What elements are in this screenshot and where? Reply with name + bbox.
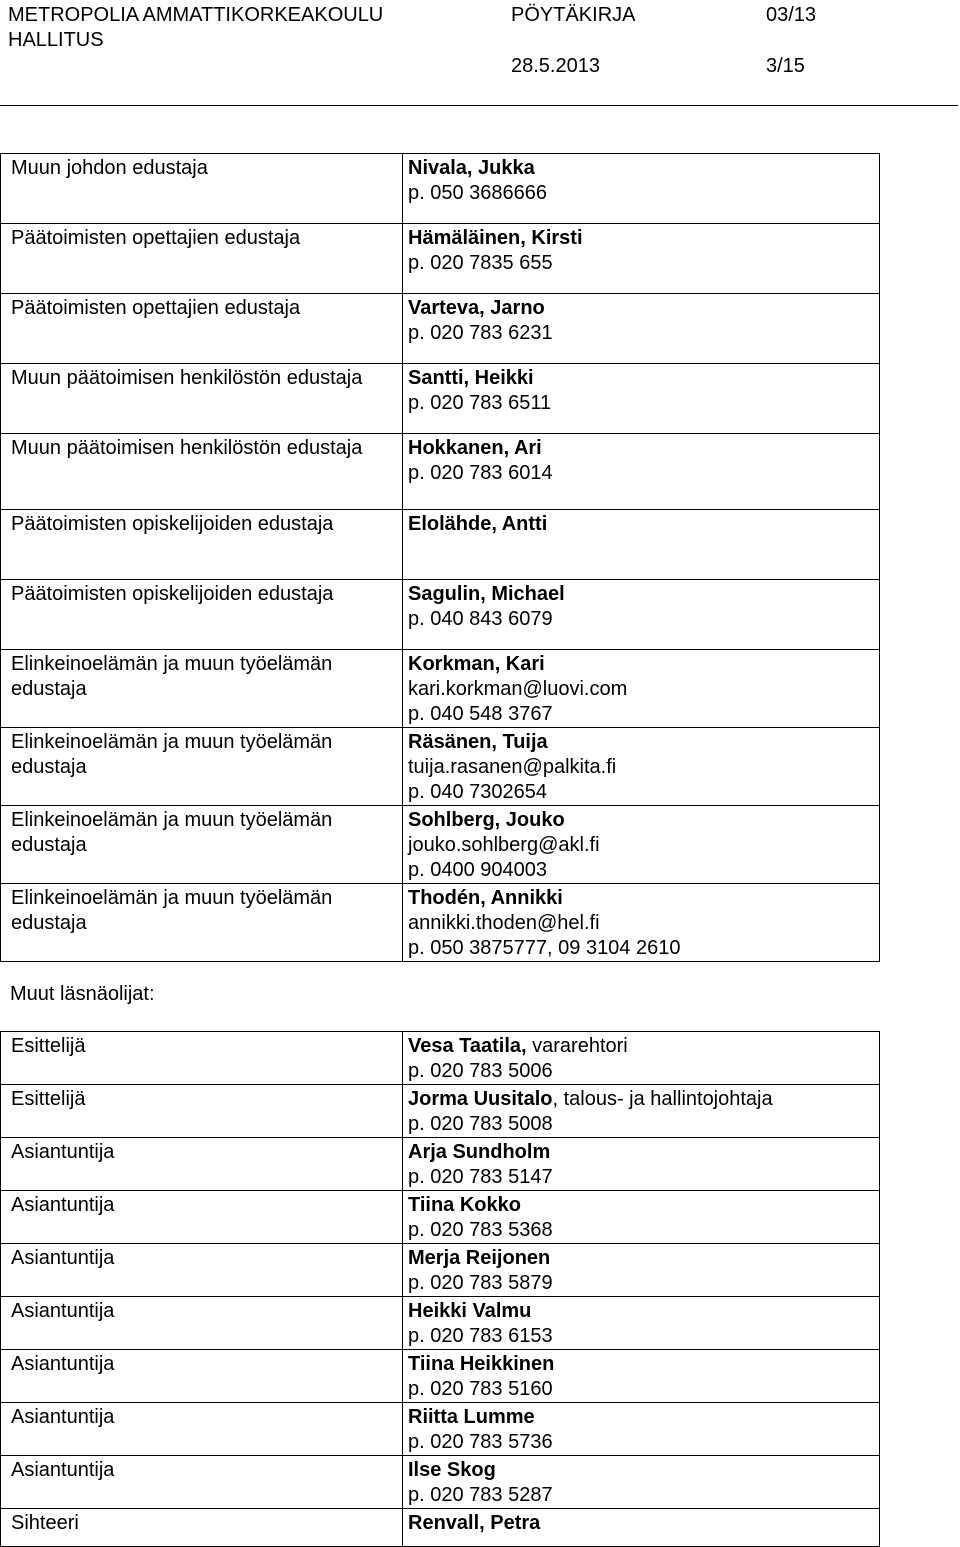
member-cell (403, 728, 880, 806)
attendee-name: Tiina Kokko (408, 1194, 521, 1216)
table-row (1, 1350, 880, 1403)
member-cell (403, 434, 880, 510)
member-cell (403, 806, 880, 884)
table-row (1, 650, 880, 728)
attendee-role: Asiantuntija (1, 1191, 403, 1244)
member-name: Korkman, Kari (408, 653, 545, 675)
attendee-role: Asiantuntija (1, 1350, 403, 1403)
member-name: Sohlberg, Jouko (408, 809, 565, 831)
attendee-name: Tiina Heikkinen (408, 1353, 555, 1375)
table-row (1, 1191, 880, 1244)
table-row (1, 1085, 880, 1138)
header-divider (0, 105, 958, 106)
attendee-cell (403, 1297, 880, 1350)
document-date: 28.5.2013 (511, 55, 600, 77)
table-row (1, 728, 880, 806)
attendee-cell (403, 1509, 880, 1547)
member-name: Elolähde, Antti (408, 513, 548, 535)
member-contact: p. 020 7835 655 (408, 252, 553, 274)
member-role: Päätoimisten opiskelijoiden edustaja (1, 510, 403, 580)
attendee-cell (403, 1085, 880, 1138)
member-contact: p. 020 783 6511 (408, 392, 552, 414)
member-role: Päätoimisten opiskelijoiden edustaja (1, 580, 403, 650)
attendee-contact: p. 020 783 5147 (408, 1166, 553, 1188)
page-number: 3/15 (766, 55, 805, 77)
attendee-role: Esittelijä (1, 1085, 403, 1138)
attendee-contact: p. 020 783 5368 (408, 1219, 553, 1241)
member-role: Muun johdon edustaja (1, 154, 403, 224)
attendee-cell (403, 1350, 880, 1403)
attendee-name: Renvall, Petra (408, 1512, 541, 1534)
table-row (1, 1244, 880, 1297)
attendee-name-line (408, 1193, 879, 1218)
attendee-cell (403, 1138, 880, 1191)
member-name: Räsänen, Tuija (408, 731, 548, 753)
table-row (1, 154, 880, 224)
member-contact: p. 040 7302654 (408, 781, 548, 803)
attendee-cell (403, 1244, 880, 1297)
member-cell (403, 154, 880, 224)
table-row (1, 806, 880, 884)
table-row (1, 884, 880, 962)
attendee-name-line (408, 1246, 879, 1271)
attendee-cell (403, 1403, 880, 1456)
attendee-role: Esittelijä (1, 1032, 403, 1085)
attendee-contact: p. 020 783 5008 (408, 1113, 553, 1135)
table-row (1, 1138, 880, 1191)
member-contact: annikki.thoden@hel.fi (408, 912, 600, 934)
attendee-contact: p. 020 783 5879 (408, 1272, 553, 1294)
attendee-cell (403, 1191, 880, 1244)
member-contact: p. 0400 904003 (408, 859, 548, 881)
other-attendees-table (0, 1031, 880, 1547)
members-table (0, 153, 880, 962)
attendee-contact: p. 020 783 6153 (408, 1325, 553, 1347)
document-number: 03/13 (766, 4, 817, 26)
attendee-title: , talous- ja hallintojohtaja (552, 1088, 773, 1110)
attendee-name-line (408, 1511, 879, 1536)
member-contact: p. 020 783 6014 (408, 462, 553, 484)
member-contact: p. 040 843 6079 (408, 608, 553, 630)
body-name: HALLITUS (8, 29, 104, 51)
table-row (1, 1297, 880, 1350)
member-role: Elinkeinoelämän ja muun työelämän edustaja (1, 728, 403, 806)
attendee-name-line (408, 1034, 879, 1059)
member-name: Thodén, Annikki (408, 887, 563, 909)
table-row (1, 1509, 880, 1547)
member-contact: p. 020 783 6231 (408, 322, 553, 344)
attendee-contact: p. 020 783 5006 (408, 1060, 553, 1082)
attendee-name: Arja Sundholm (408, 1141, 551, 1163)
attendee-role: Asiantuntija (1, 1138, 403, 1191)
attendee-contact: p. 020 783 5160 (408, 1378, 553, 1400)
others-heading: Muut läsnäolijat: (10, 983, 155, 1005)
member-contact: p. 050 3875777, 09 3104 2610 (408, 937, 681, 959)
member-name: Hämäläinen, Kirsti (408, 227, 583, 249)
table-row (1, 364, 880, 434)
member-role: Päätoimisten opettajien edustaja (1, 224, 403, 294)
attendee-name: Merja Reijonen (408, 1247, 551, 1269)
attendee-name: Riitta Lumme (408, 1406, 535, 1428)
attendee-role: Sihteeri (1, 1509, 403, 1547)
member-contact: kari.korkman@luovi.com (408, 678, 628, 700)
member-cell (403, 580, 880, 650)
member-cell (403, 884, 880, 962)
attendee-name-line (408, 1405, 879, 1430)
member-contact: p. 040 548 3767 (408, 703, 553, 725)
member-name: Santti, Heikki (408, 367, 534, 389)
attendee-role: Asiantuntija (1, 1403, 403, 1456)
attendee-role: Asiantuntija (1, 1244, 403, 1297)
member-role: Elinkeinoelämän ja muun työelämän edustaja (1, 884, 403, 962)
attendee-name: Heikki Valmu (408, 1300, 532, 1322)
table-row (1, 224, 880, 294)
member-role: Elinkeinoelämän ja muun työelämän edustaja (1, 806, 403, 884)
attendee-name-line (408, 1458, 879, 1483)
attendee-role: Asiantuntija (1, 1297, 403, 1350)
attendee-name: Vesa Taatila, (408, 1035, 527, 1057)
table-row (1, 1403, 880, 1456)
table-row (1, 294, 880, 364)
attendee-contact: p. 020 783 5287 (408, 1484, 553, 1506)
table-row (1, 1032, 880, 1085)
table-row (1, 510, 880, 580)
member-name: Sagulin, Michael (408, 583, 565, 605)
attendee-cell (403, 1032, 880, 1085)
member-cell (403, 224, 880, 294)
member-contact: p. 050 3686666 (408, 182, 548, 204)
table-row (1, 434, 880, 510)
member-role: Päätoimisten opettajien edustaja (1, 294, 403, 364)
member-cell (403, 650, 880, 728)
attendee-name: Jorma Uusitalo (408, 1088, 553, 1110)
attendee-title: vararehtori (526, 1035, 628, 1057)
member-cell (403, 510, 880, 580)
member-contact: tuija.rasanen@palkita.fi (408, 756, 617, 778)
member-role: Muun päätoimisen henkilöstön edustaja (1, 364, 403, 434)
attendee-name-line (408, 1299, 879, 1324)
attendee-name-line (408, 1087, 879, 1112)
member-role: Muun päätoimisen henkilöstön edustaja (1, 434, 403, 510)
member-name: Hokkanen, Ari (408, 437, 542, 459)
organization-name: METROPOLIA AMMATTIKORKEAKOULU (8, 4, 384, 26)
table-row (1, 580, 880, 650)
attendee-name-line (408, 1140, 879, 1165)
member-name: Varteva, Jarno (408, 297, 545, 319)
attendee-role: Asiantuntija (1, 1456, 403, 1509)
attendee-cell (403, 1456, 880, 1509)
member-cell (403, 364, 880, 434)
attendee-contact: p. 020 783 5736 (408, 1431, 553, 1453)
member-name: Nivala, Jukka (408, 157, 535, 179)
member-role: Elinkeinoelämän ja muun työelämän edustaja (1, 650, 403, 728)
member-contact: jouko.sohlberg@akl.fi (408, 834, 600, 856)
table-row (1, 1456, 880, 1509)
member-cell (403, 294, 880, 364)
attendee-name-line (408, 1352, 879, 1377)
document-type: PÖYTÄKIRJA (511, 4, 636, 26)
attendee-name: Ilse Skog (408, 1459, 496, 1481)
